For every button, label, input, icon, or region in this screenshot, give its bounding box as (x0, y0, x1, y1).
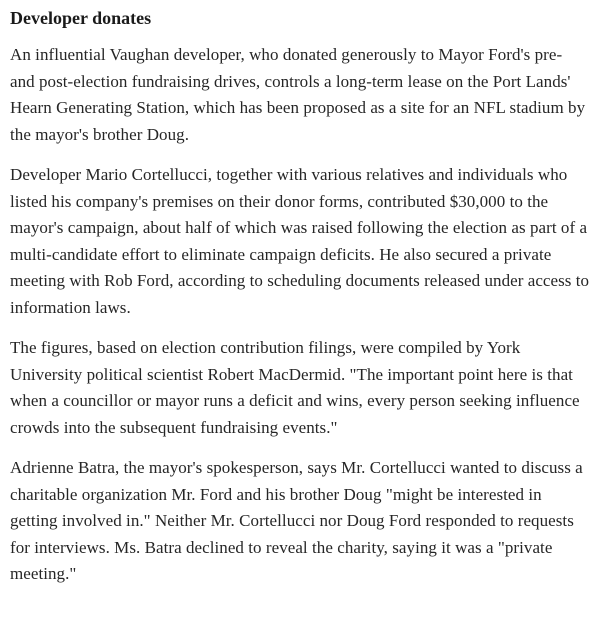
section-heading: Developer donates (10, 8, 152, 28)
article-paragraph-3: The figures, based on election contribution filings, were compiled by York University political scientist Robert MacDermid. "The important point here is that when a councillor or mayor runs a deficit and wins, every person seeking influence crowds into the subsequent fundraising events." (10, 338, 580, 437)
article-paragraph-4: Adrienne Batra, the mayor's spokesperson, says Mr. Cortellucci wanted to discuss a charitable organization Mr. Ford and his brother Doug "might be interested in getting involved in." Neither Mr. Cortellucci nor Doug Ford responded to requests for interviews. Ms. Batra declined to reveal the charity, saying it was a "private meeting." (10, 458, 583, 583)
article-paragraph-2: Developer Mario Cortellucci, together with various relatives and individuals who listed his company's premises on their donor forms, contributed $30,000 to the mayor's campaign, about half of which was raised following the election as part of a multi-candidate effort to eliminate campaign deficits. He also secured a private meeting with Rob Ford, according to scheduling documents released under access to information laws. (10, 165, 590, 317)
article-paragraph-1: An influential Vaughan developer, who donated generously to Mayor Ford's pre- and post-election fundraising drives, controls a long-term lease on the Port Lands' Hearn Generating Station, which has been proposed as a site for an NFL stadium by the mayor's brother Doug. (10, 45, 586, 144)
